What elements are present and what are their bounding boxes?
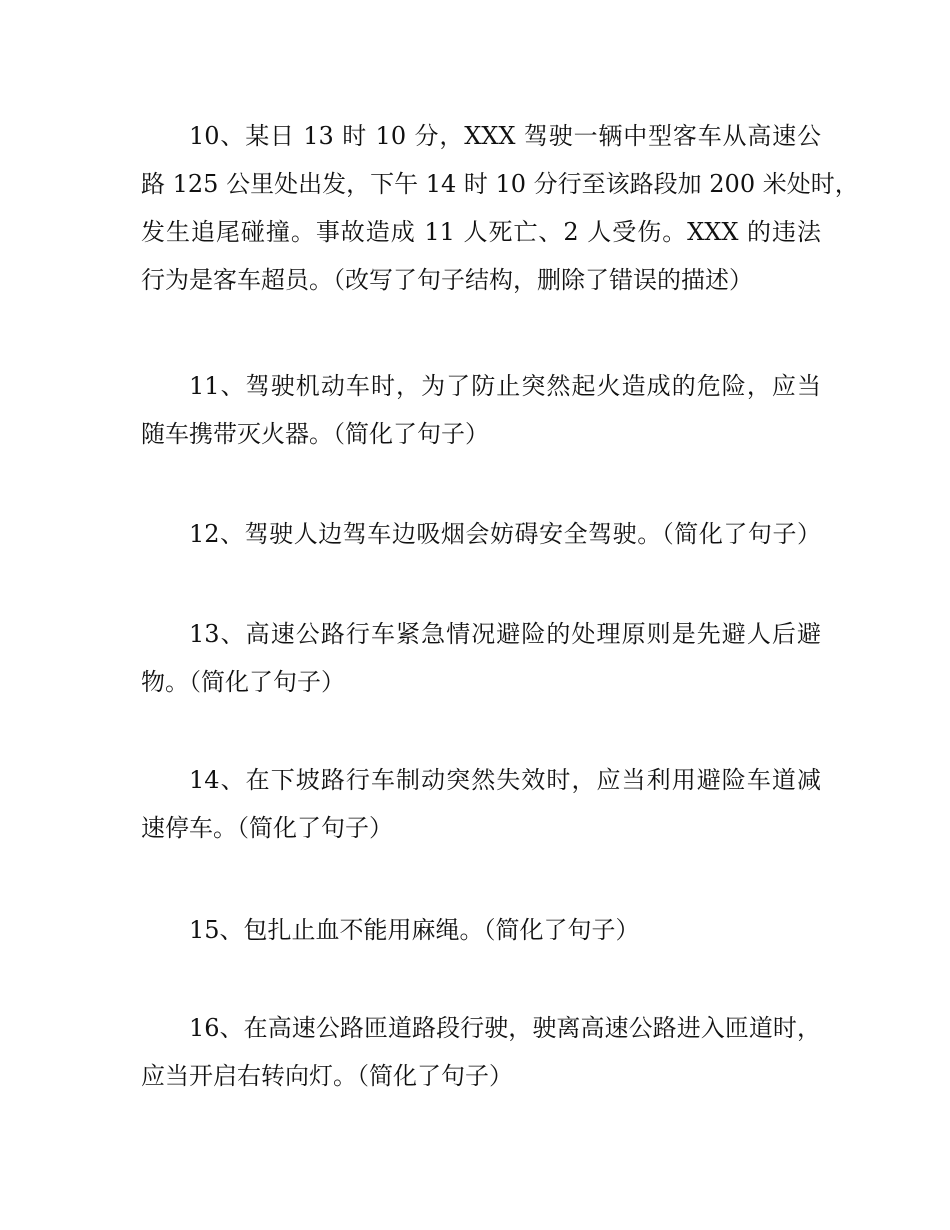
paragraph-item-12 [141, 510, 821, 558]
paragraph-line: 16、在高速公路匝道路段行驶，驶离高速公路进入匝道时， [189, 1014, 821, 1042]
paragraph-line: 速停车。（简化了句子） [141, 814, 393, 842]
paragraph-line: 12、驾驶人边驾车边吸烟会妨碍安全驾驶。（简化了句子） [189, 520, 821, 548]
paragraph-item-11 [141, 362, 821, 458]
paragraph-line: 行为是客车超员。（改写了句子结构，删除了错误的描述） [141, 266, 753, 294]
paragraph-item-10 [141, 112, 859, 304]
paragraph-line: 13、高速公路行车紧急情况避险的处理原则是先避人后避 [189, 620, 821, 648]
paragraph-line: 11、驾驶机动车时，为了防止突然起火造成的危险，应当 [189, 372, 821, 400]
paragraph-item-13 [141, 610, 821, 706]
paragraph-line: 发生追尾碰撞。事故造成 11 人死亡、2 人受伤。XXX 的违法 [141, 218, 821, 246]
paragraph-line: 物。（简化了句子） [141, 668, 345, 696]
paragraph-item-16 [141, 1004, 821, 1100]
paragraph-line: 应当开启右转向灯。（简化了句子） [141, 1062, 513, 1090]
paragraph-line: 14、在下坡路行车制动突然失效时，应当利用避险车道减 [189, 766, 821, 794]
paragraph-line: 随车携带灭火器。（简化了句子） [141, 420, 489, 448]
paragraph-line: 10、某日 13 时 10 分，XXX 驾驶一辆中型客车从高速公 [189, 122, 821, 150]
paragraph-item-14 [141, 756, 821, 852]
paragraph-item-15 [141, 906, 821, 954]
paragraph-line: 15、包扎止血不能用麻绳。（简化了句子） [189, 916, 640, 944]
paragraph-line: 路 125 公里处出发，下午 14 时 10 分行至该路段加 200 米处时， [141, 170, 859, 198]
